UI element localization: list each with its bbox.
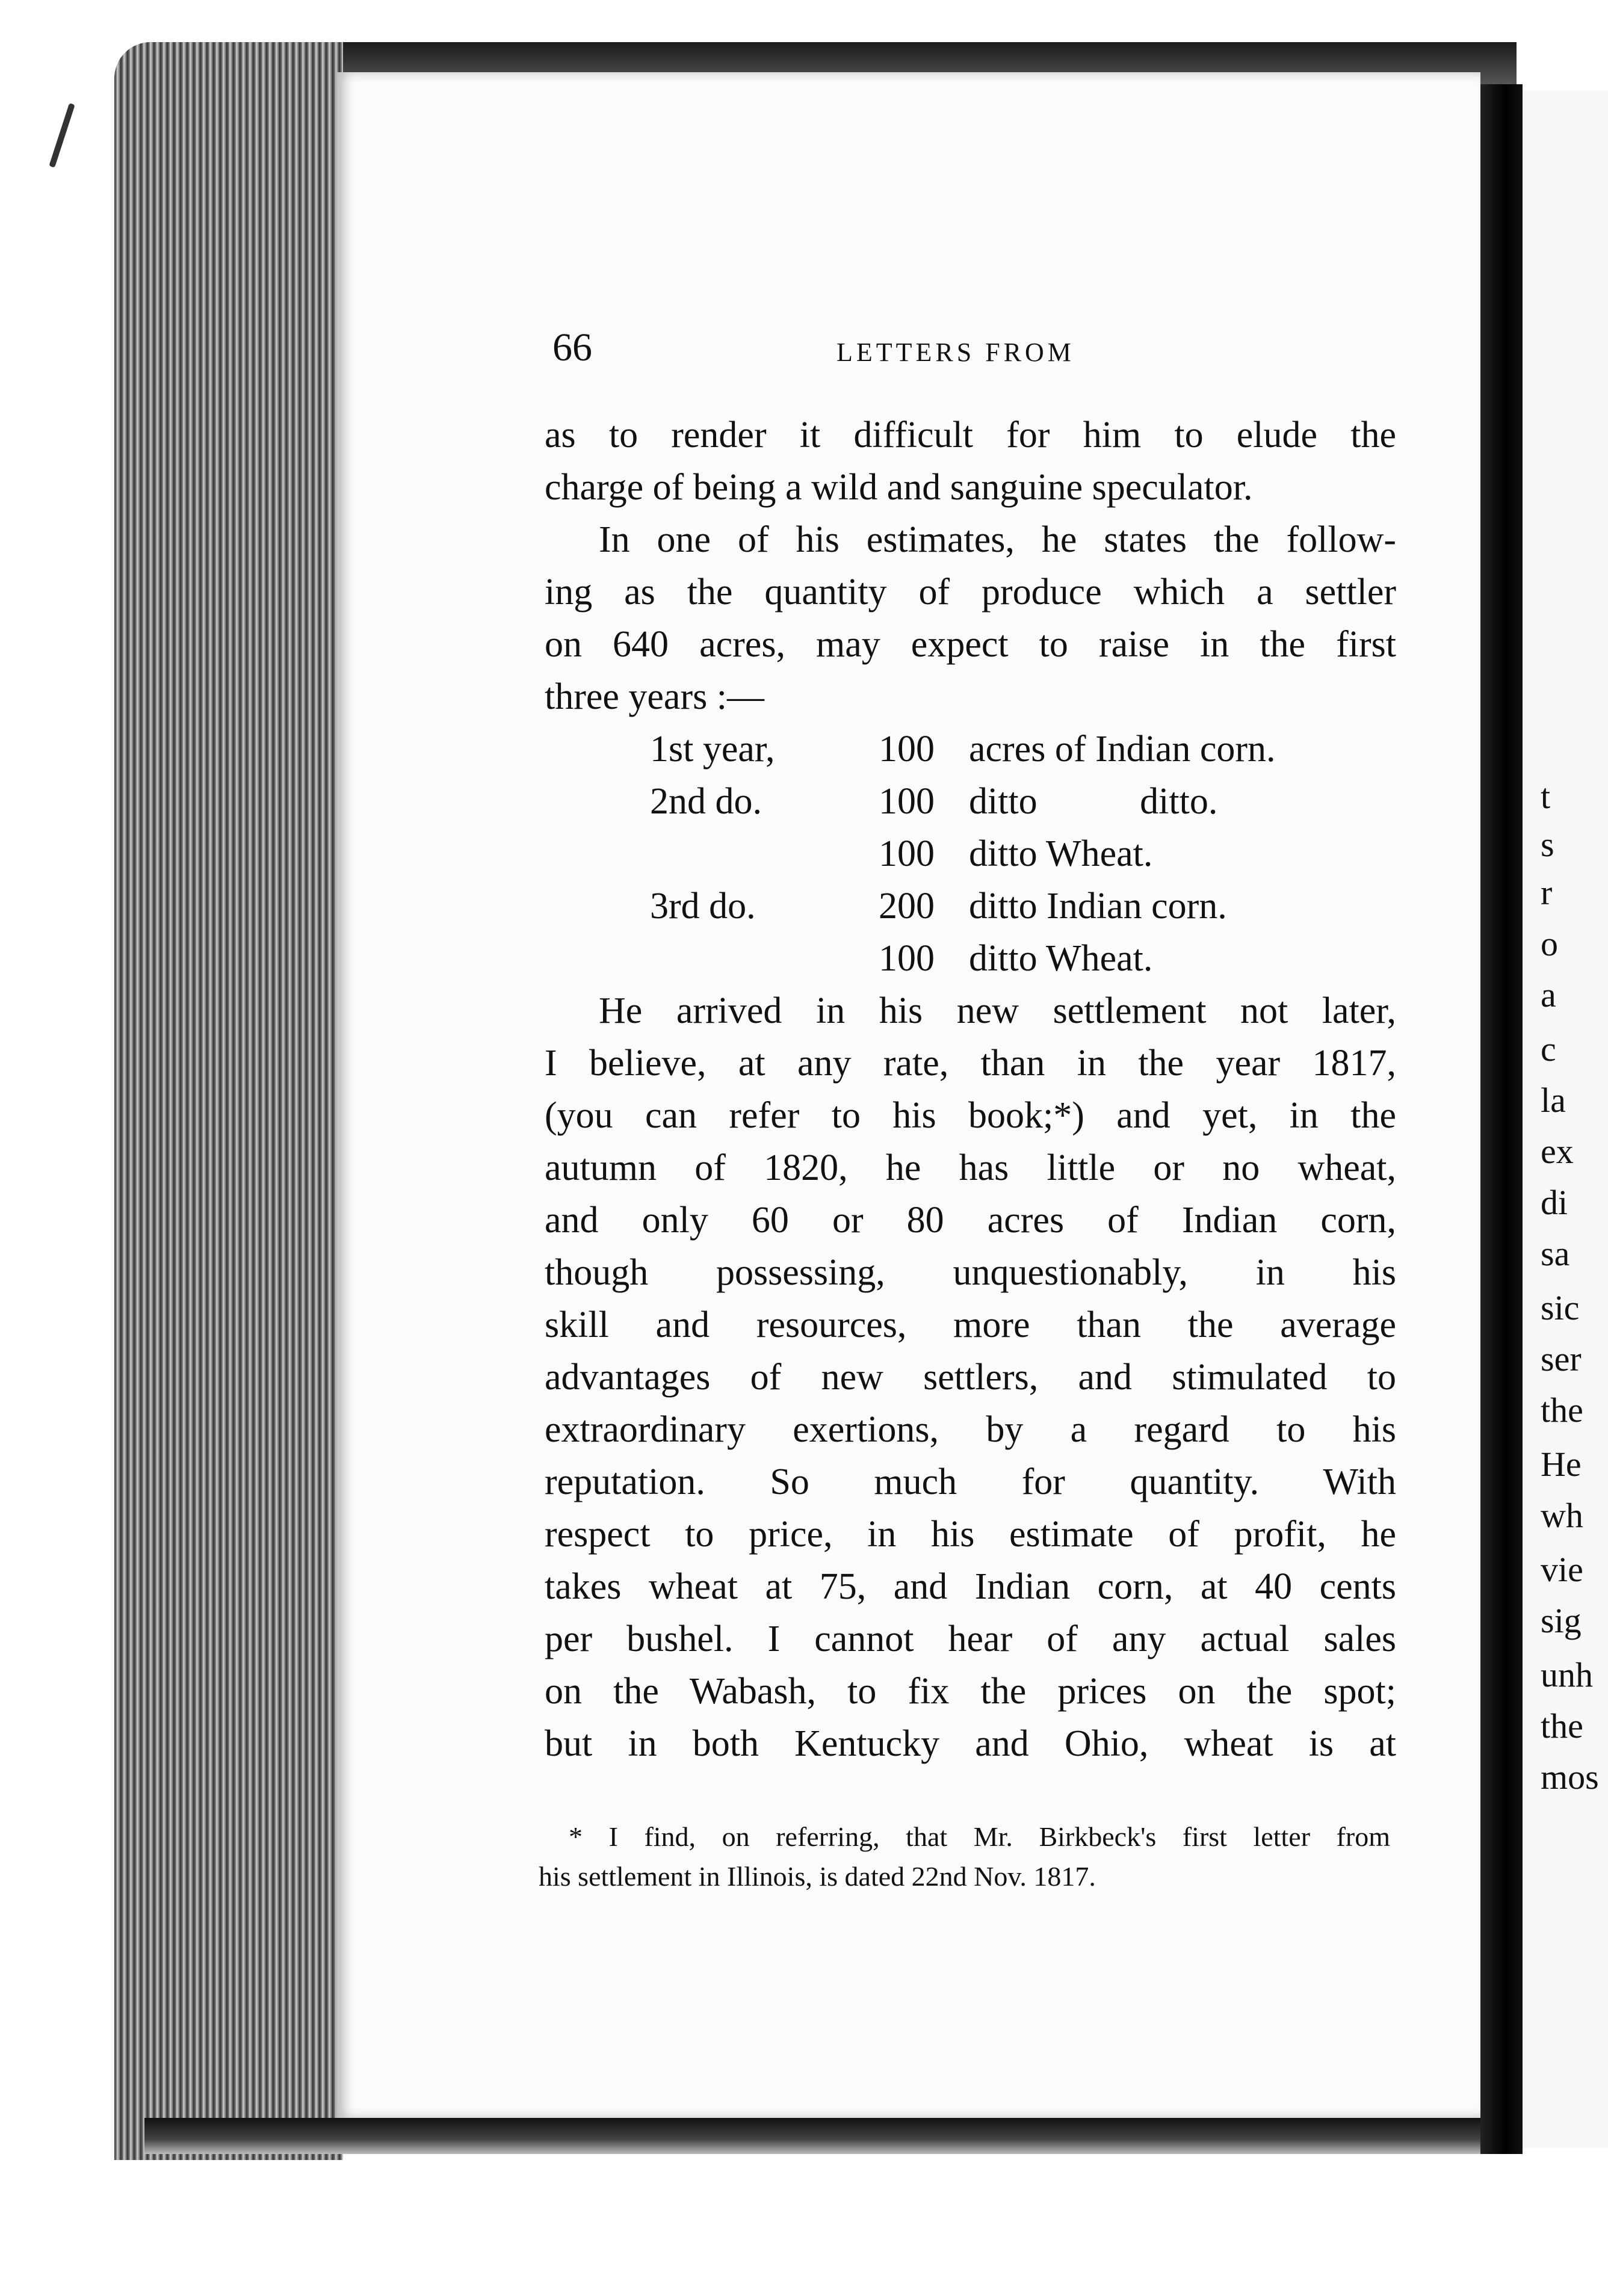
facing-fragment: sic <box>1541 1288 1580 1327</box>
estimate-quantity: 100 <box>879 833 935 874</box>
text-line: per bushel. I cannot hear of any actual sales <box>545 1619 1396 1659</box>
text-line: extraordinary exertions, by a regard to his <box>545 1409 1396 1450</box>
facing-fragment: sa <box>1541 1234 1570 1273</box>
estimate-crop: ditto ditto. <box>969 781 1218 822</box>
text-line: as to render it difficult for him to elude the <box>545 415 1396 455</box>
facing-fragment: the <box>1541 1390 1583 1430</box>
estimate-quantity: 100 <box>879 938 935 979</box>
facing-fragment: mos <box>1541 1757 1599 1797</box>
estimate-row <box>545 828 1396 880</box>
text-line: but in both Kentucky and Ohio, wheat is at <box>545 1723 1396 1764</box>
book-bottom-edge <box>144 2118 1486 2154</box>
text-line: I believe, at any rate, than in the year 1817, <box>545 1043 1396 1084</box>
estimate-crop: ditto Indian corn. <box>969 886 1227 927</box>
estimate-crop: ditto Wheat. <box>969 938 1153 979</box>
facing-fragment: t <box>1541 777 1551 816</box>
text-line: takes wheat at 75, and Indian corn, at 40 cents <box>545 1566 1396 1607</box>
facing-fragment: di <box>1541 1183 1568 1222</box>
estimate-quantity: 200 <box>879 886 935 927</box>
text-line: on the Wabash, to fix the prices on the spot; <box>545 1671 1396 1712</box>
text-line: (you can refer to his book;*) and yet, in the <box>545 1095 1396 1136</box>
estimate-year: 3rd do. <box>650 886 756 927</box>
estimate-year <box>545 933 879 985</box>
facing-fragment: the <box>1541 1706 1583 1745</box>
estimate-year: 2nd do. <box>650 781 762 822</box>
text-line: though possessing, unquestionably, in his <box>545 1252 1396 1293</box>
footnote-line: his settlement in Illinois, is dated 22nd Nov. 1817. <box>539 1861 1096 1892</box>
estimate-row <box>545 933 1396 985</box>
text-line: He arrived in his new settlement not later, <box>599 990 1396 1031</box>
facing-fragment: la <box>1541 1081 1566 1120</box>
estimate-quantity: 100 <box>879 781 935 822</box>
estimate-year: 1st year, <box>650 729 775 770</box>
estimate-year <box>545 828 879 880</box>
estimate-quantity: 100 <box>879 729 935 770</box>
text-line: charge of being a wild and sanguine speculator. <box>545 467 1253 508</box>
estimate-crop: acres of Indian corn. <box>969 729 1276 770</box>
text-line: and only 60 or 80 acres of Indian corn, <box>545 1200 1396 1241</box>
estimate-crop: ditto Wheat. <box>969 833 1153 874</box>
footnote <box>539 1817 1390 1896</box>
body-text <box>545 409 1396 1770</box>
facing-fragment: ex <box>1541 1132 1574 1171</box>
book-fore-edge <box>114 42 343 2160</box>
facing-fragment: a <box>1541 975 1556 1014</box>
text-line: advantages of new settlers, and stimulated to <box>545 1357 1396 1398</box>
estimate-row <box>545 776 1396 828</box>
facing-fragment: wh <box>1541 1496 1583 1535</box>
footnote-line: * I find, on referring, that Mr. Birkbeck's first letter from <box>569 1821 1390 1852</box>
page-number: 66 <box>552 326 592 369</box>
text-line: skill and resources, more than the average <box>545 1304 1396 1345</box>
estimate-row <box>545 723 1396 776</box>
facing-fragment: o <box>1541 924 1558 963</box>
text-line: three years :— <box>545 676 764 717</box>
facing-fragment: unh <box>1541 1655 1593 1694</box>
text-line: autumn of 1820, he has little or no wheat, <box>545 1147 1396 1188</box>
book-gutter <box>1480 84 1523 2154</box>
text-line: respect to price, in his estimate of profit, he <box>545 1514 1396 1555</box>
facing-fragment: He <box>1541 1445 1582 1484</box>
facing-page-fragment <box>1523 90 1608 2148</box>
facing-fragment: ser <box>1541 1339 1582 1378</box>
facing-fragment: sig <box>1541 1601 1582 1640</box>
running-head: LETTERS FROM <box>836 338 1075 367</box>
text-line: ing as the quantity of produce which a settler <box>545 572 1396 613</box>
scan-artifact-mark <box>49 103 75 168</box>
estimate-row <box>545 880 1396 933</box>
facing-fragment: c <box>1541 1029 1556 1069</box>
text-line: In one of his estimates, he states the follow- <box>599 519 1396 560</box>
text-line: reputation. So much for quantity. With <box>545 1461 1396 1502</box>
facing-fragment: r <box>1541 873 1553 912</box>
text-line: on 640 acres, may expect to raise in the first <box>545 624 1396 665</box>
facing-fragment: s <box>1541 825 1554 864</box>
facing-fragment: vie <box>1541 1550 1583 1589</box>
